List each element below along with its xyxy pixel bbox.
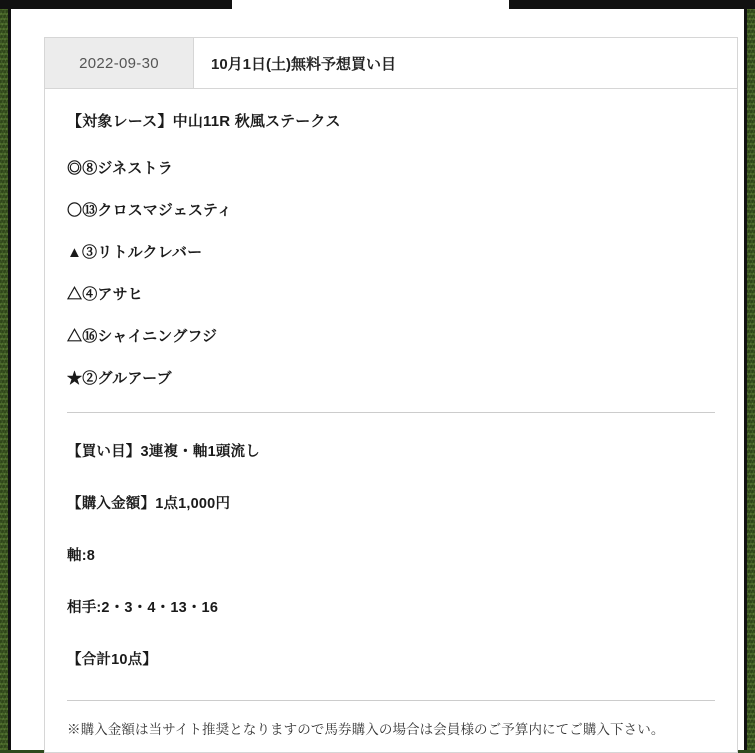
top-bar-notch xyxy=(232,0,509,9)
pick-item: △④アサヒ xyxy=(67,286,144,303)
partner-horses-line: 相手:2・3・4・13・16 xyxy=(67,600,219,616)
target-race-line: 【対象レース】中山11R 秋風ステークス xyxy=(67,113,341,130)
top-black-bar xyxy=(0,0,755,9)
article-date: 2022-09-30 xyxy=(45,38,194,88)
axis-horse-line: 軸:8 xyxy=(67,548,95,564)
pick-item: ★②グルアーブ xyxy=(67,370,172,387)
pick-item: △⑯シャイニングフジ xyxy=(67,328,218,345)
article-body xyxy=(45,89,737,752)
pick-item: ◎⑧ジネストラ xyxy=(67,160,173,177)
bet-type-line: 【買い目】3連複・軸1頭流し xyxy=(67,444,260,460)
article-title: 10月1日(土)無料予想買い目 xyxy=(211,55,397,73)
purchase-amount-line: 【購入金額】1点1,000円 xyxy=(67,496,231,512)
disclaimer-note: ※購入金額は当サイト推奨となりますので馬券購入の場合は会員様のご予算内にてご購入下さい。 xyxy=(67,722,665,737)
page-frame xyxy=(8,9,747,750)
note-divider xyxy=(67,700,715,701)
article-card xyxy=(44,37,738,753)
article-header xyxy=(45,38,737,89)
pick-item: ▲③リトルクレバー xyxy=(67,244,203,261)
section-divider xyxy=(67,412,715,413)
pick-item: 〇⑬クロスマジェスティ xyxy=(67,202,233,219)
total-points-line: 【合計10点】 xyxy=(67,652,158,668)
